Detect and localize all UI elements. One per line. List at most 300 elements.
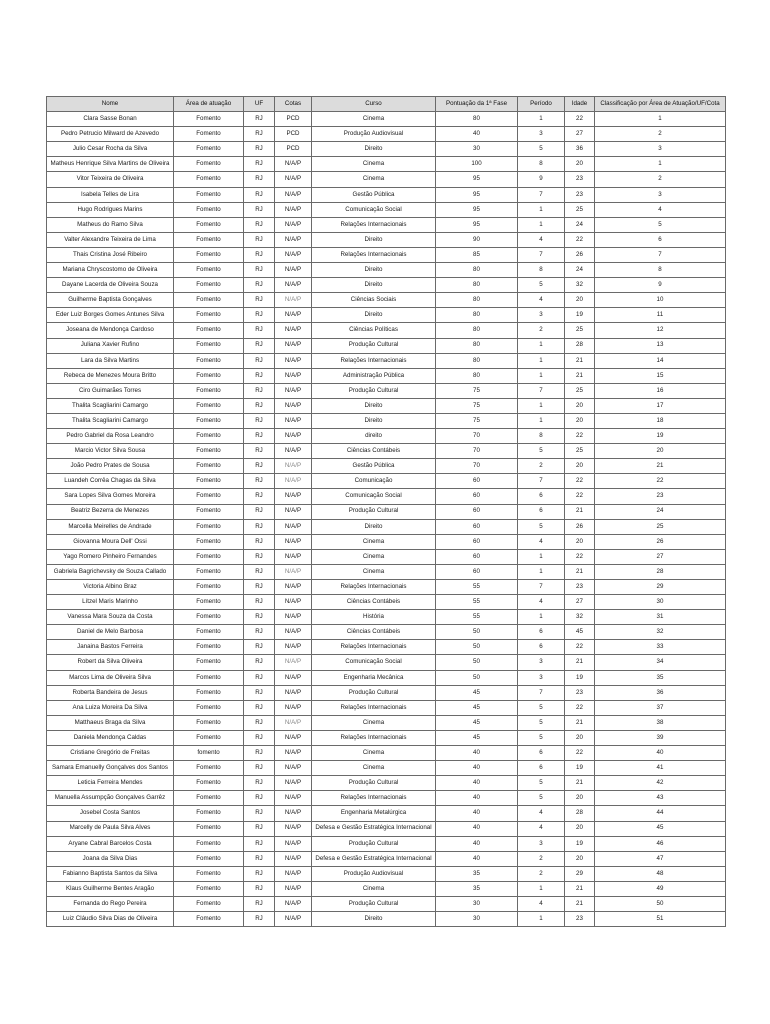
cell-periodo: 4 <box>518 821 565 836</box>
cell-classificacao: 31 <box>595 610 726 625</box>
cell-cotas: N/A/P <box>275 896 312 911</box>
cell-idade: 22 <box>565 232 595 247</box>
cell-classificacao: 18 <box>595 413 726 428</box>
cell-classificacao: 49 <box>595 881 726 896</box>
cell-classificacao: 45 <box>595 821 726 836</box>
cell-idade: 23 <box>565 580 595 595</box>
cell-periodo: 5 <box>518 444 565 459</box>
cell-uf: RJ <box>244 308 275 323</box>
cell-nome: Vitor Teixeira de Oliveira <box>47 172 174 187</box>
cell-nome: Marcio Victor Silva Sousa <box>47 444 174 459</box>
cell-area: Fomento <box>174 413 244 428</box>
table-row <box>47 429 726 444</box>
cell-area: Fomento <box>174 625 244 640</box>
cell-uf: RJ <box>244 413 275 428</box>
cell-uf: RJ <box>244 489 275 504</box>
cell-nome: Yago Romero Pinheiro Fernandes <box>47 549 174 564</box>
cell-pontuacao: 85 <box>436 247 518 262</box>
table-row <box>47 293 726 308</box>
cell-periodo: 8 <box>518 263 565 278</box>
cell-cotas: N/A/P <box>275 534 312 549</box>
cell-periodo: 1 <box>518 549 565 564</box>
cell-pontuacao: 80 <box>436 263 518 278</box>
cell-cotas: N/A/P <box>275 640 312 655</box>
cell-pontuacao: 55 <box>436 610 518 625</box>
cell-pontuacao: 50 <box>436 625 518 640</box>
cell-classificacao: 9 <box>595 278 726 293</box>
cell-curso: Ciências Políticas <box>312 323 436 338</box>
cell-uf: RJ <box>244 564 275 579</box>
cell-idade: 25 <box>565 444 595 459</box>
cell-classificacao: 6 <box>595 232 726 247</box>
cell-cotas: N/A/P <box>275 881 312 896</box>
table-row <box>47 308 726 323</box>
cell-area: Fomento <box>174 383 244 398</box>
cell-classificacao: 38 <box>595 715 726 730</box>
cell-nome: Lítzel Maris Marinho <box>47 595 174 610</box>
cell-periodo: 1 <box>518 112 565 127</box>
cell-pontuacao: 95 <box>436 187 518 202</box>
table-row <box>47 806 726 821</box>
cell-pontuacao: 80 <box>436 308 518 323</box>
table-row <box>47 549 726 564</box>
cell-idade: 25 <box>565 383 595 398</box>
cell-pontuacao: 70 <box>436 444 518 459</box>
cell-periodo: 7 <box>518 580 565 595</box>
cell-periodo: 6 <box>518 489 565 504</box>
cell-cotas: N/A/P <box>275 383 312 398</box>
cell-area: Fomento <box>174 866 244 881</box>
table-row <box>47 459 726 474</box>
cell-pontuacao: 95 <box>436 172 518 187</box>
table-row <box>47 821 726 836</box>
cell-cotas: N/A/P <box>275 308 312 323</box>
cell-idade: 26 <box>565 519 595 534</box>
cell-nome: Manuella Assumpção Gonçalves Garrêz <box>47 791 174 806</box>
cell-pontuacao: 30 <box>436 912 518 927</box>
table-row <box>47 534 726 549</box>
cell-uf: RJ <box>244 881 275 896</box>
cell-classificacao: 46 <box>595 836 726 851</box>
cell-curso: Cinema <box>312 112 436 127</box>
cell-classificacao: 1 <box>595 112 726 127</box>
cell-curso: Direito <box>312 263 436 278</box>
cell-curso: Cinema <box>312 715 436 730</box>
cell-classificacao: 37 <box>595 700 726 715</box>
cell-uf: RJ <box>244 459 275 474</box>
cell-idade: 21 <box>565 655 595 670</box>
cell-classificacao: 7 <box>595 247 726 262</box>
cell-cotas: N/A/P <box>275 293 312 308</box>
cell-cotas: N/A/P <box>275 836 312 851</box>
cell-idade: 20 <box>565 821 595 836</box>
cell-nome: Marcos Lima de Oliveira Silva <box>47 670 174 685</box>
table-row <box>47 715 726 730</box>
table-row <box>47 157 726 172</box>
cell-area: Fomento <box>174 172 244 187</box>
cell-area: Fomento <box>174 127 244 142</box>
cell-nome: Daniel de Melo Barbosa <box>47 625 174 640</box>
cell-cotas: N/A/P <box>275 730 312 745</box>
cell-cotas: N/A/P <box>275 202 312 217</box>
cell-pontuacao: 30 <box>436 896 518 911</box>
cell-periodo: 7 <box>518 187 565 202</box>
cell-pontuacao: 55 <box>436 580 518 595</box>
cell-uf: RJ <box>244 685 275 700</box>
cell-idade: 23 <box>565 187 595 202</box>
cell-periodo: 4 <box>518 896 565 911</box>
cell-pontuacao: 35 <box>436 866 518 881</box>
cell-pontuacao: 80 <box>436 293 518 308</box>
cell-idade: 22 <box>565 549 595 564</box>
cell-area: Fomento <box>174 187 244 202</box>
cell-uf: RJ <box>244 715 275 730</box>
table-row <box>47 896 726 911</box>
cell-area: Fomento <box>174 293 244 308</box>
cell-pontuacao: 40 <box>436 821 518 836</box>
cell-area: Fomento <box>174 776 244 791</box>
table-row <box>47 504 726 519</box>
cell-idade: 21 <box>565 881 595 896</box>
cell-periodo: 4 <box>518 806 565 821</box>
table-row <box>47 610 726 625</box>
cell-uf: RJ <box>244 247 275 262</box>
cell-pontuacao: 75 <box>436 383 518 398</box>
cell-area: Fomento <box>174 489 244 504</box>
table-row <box>47 685 726 700</box>
cell-area: Fomento <box>174 640 244 655</box>
cell-curso: Relações Internacionais <box>312 791 436 806</box>
cell-idade: 32 <box>565 610 595 625</box>
cell-nome: Roberta Bandeira de Jesus <box>47 685 174 700</box>
column-header-curso: Curso <box>312 97 436 112</box>
cell-idade: 21 <box>565 368 595 383</box>
cell-idade: 45 <box>565 625 595 640</box>
cell-curso: Engenharia Mecânica <box>312 670 436 685</box>
cell-classificacao: 20 <box>595 444 726 459</box>
cell-uf: RJ <box>244 580 275 595</box>
cell-periodo: 6 <box>518 504 565 519</box>
column-header-nome: Nome <box>47 97 174 112</box>
cell-classificacao: 41 <box>595 761 726 776</box>
table-row <box>47 323 726 338</box>
cell-idade: 22 <box>565 112 595 127</box>
cell-curso: Gestão Pública <box>312 459 436 474</box>
cell-curso: direito <box>312 429 436 444</box>
cell-nome: Fernanda do Rego Pereira <box>47 896 174 911</box>
cell-pontuacao: 40 <box>436 776 518 791</box>
cell-idade: 22 <box>565 474 595 489</box>
cell-nome: Matheus do Ramo Silva <box>47 217 174 232</box>
cell-curso: Ciências Contábeis <box>312 595 436 610</box>
cell-idade: 28 <box>565 338 595 353</box>
cell-area: Fomento <box>174 821 244 836</box>
table-row <box>47 338 726 353</box>
cell-area: Fomento <box>174 398 244 413</box>
cell-uf: RJ <box>244 504 275 519</box>
cell-classificacao: 3 <box>595 142 726 157</box>
cell-uf: RJ <box>244 519 275 534</box>
cell-uf: RJ <box>244 444 275 459</box>
cell-uf: RJ <box>244 202 275 217</box>
cell-area: Fomento <box>174 610 244 625</box>
cell-uf: RJ <box>244 791 275 806</box>
cell-idade: 21 <box>565 353 595 368</box>
cell-curso: Direito <box>312 278 436 293</box>
cell-curso: Direito <box>312 232 436 247</box>
cell-area: fomento <box>174 746 244 761</box>
cell-curso: Defesa e Gestão Estratégica Internacional <box>312 821 436 836</box>
cell-nome: Matthaeus Braga da Silva <box>47 715 174 730</box>
cell-periodo: 2 <box>518 323 565 338</box>
cell-curso: Defesa e Gestão Estratégica Internacional <box>312 851 436 866</box>
table-row <box>47 112 726 127</box>
cell-idade: 21 <box>565 715 595 730</box>
cell-curso: Relações Internacionais <box>312 640 436 655</box>
cell-periodo: 5 <box>518 776 565 791</box>
cell-curso: Direito <box>312 912 436 927</box>
cell-uf: RJ <box>244 700 275 715</box>
cell-classificacao: 43 <box>595 791 726 806</box>
table-row <box>47 172 726 187</box>
cell-cotas: N/A/P <box>275 187 312 202</box>
cell-uf: RJ <box>244 595 275 610</box>
cell-classificacao: 21 <box>595 459 726 474</box>
cell-nome: Clara Sasse Bonan <box>47 112 174 127</box>
cell-curso: Relações Internacionais <box>312 700 436 715</box>
cell-classificacao: 47 <box>595 851 726 866</box>
cell-idade: 25 <box>565 202 595 217</box>
cell-nome: Sara Lopes Silva Gomes Moreira <box>47 489 174 504</box>
cell-area: Fomento <box>174 142 244 157</box>
cell-pontuacao: 40 <box>436 761 518 776</box>
cell-area: Fomento <box>174 217 244 232</box>
cell-uf: RJ <box>244 353 275 368</box>
cell-periodo: 5 <box>518 142 565 157</box>
cell-cotas: N/A/P <box>275 232 312 247</box>
cell-nome: Eder Luiz Borges Gomes Antunes Silva <box>47 308 174 323</box>
cell-nome: Pedro Petrucio Milward de Azevedo <box>47 127 174 142</box>
table-row <box>47 625 726 640</box>
table-row <box>47 353 726 368</box>
cell-periodo: 6 <box>518 761 565 776</box>
cell-classificacao: 25 <box>595 519 726 534</box>
cell-periodo: 8 <box>518 429 565 444</box>
cell-periodo: 1 <box>518 564 565 579</box>
cell-classificacao: 8 <box>595 263 726 278</box>
cell-nome: Thalita Scagliarini Camargo <box>47 413 174 428</box>
cell-classificacao: 13 <box>595 338 726 353</box>
cell-area: Fomento <box>174 715 244 730</box>
cell-nome: Thais Cristina José Ribeiro <box>47 247 174 262</box>
cell-idade: 19 <box>565 670 595 685</box>
cell-nome: Lara da Silva Martins <box>47 353 174 368</box>
cell-idade: 23 <box>565 912 595 927</box>
cell-nome: Klaus Guilherme Bentes Aragão <box>47 881 174 896</box>
cell-nome: Robert da Silva Oliveira <box>47 655 174 670</box>
cell-idade: 21 <box>565 504 595 519</box>
cell-uf: RJ <box>244 851 275 866</box>
cell-nome: Pedro Gabriel da Rosa Leandro <box>47 429 174 444</box>
table-body <box>47 112 726 927</box>
cell-area: Fomento <box>174 429 244 444</box>
cell-periodo: 3 <box>518 655 565 670</box>
cell-area: Fomento <box>174 912 244 927</box>
cell-pontuacao: 40 <box>436 851 518 866</box>
table-row <box>47 655 726 670</box>
cell-cotas: N/A/P <box>275 564 312 579</box>
table-row <box>47 202 726 217</box>
table-row <box>47 368 726 383</box>
cell-curso: Cinema <box>312 157 436 172</box>
cell-curso: Cinema <box>312 761 436 776</box>
cell-pontuacao: 45 <box>436 730 518 745</box>
cell-classificacao: 3 <box>595 187 726 202</box>
table-row <box>47 761 726 776</box>
cell-pontuacao: 80 <box>436 323 518 338</box>
cell-uf: RJ <box>244 761 275 776</box>
cell-nome: Josebel Costa Santos <box>47 806 174 821</box>
cell-curso: Produção Cultural <box>312 776 436 791</box>
cell-periodo: 7 <box>518 685 565 700</box>
cell-area: Fomento <box>174 459 244 474</box>
cell-periodo: 1 <box>518 413 565 428</box>
cell-nome: Luiz Cláudio Silva Dias de Oliveira <box>47 912 174 927</box>
cell-cotas: N/A/P <box>275 413 312 428</box>
cell-nome: Gabriela Bagrichevsky de Souza Callado <box>47 564 174 579</box>
cell-cotas: N/A/P <box>275 761 312 776</box>
cell-cotas: PCD <box>275 127 312 142</box>
cell-uf: RJ <box>244 610 275 625</box>
cell-cotas: N/A/P <box>275 821 312 836</box>
cell-nome: Joseana de Mendonça Cardoso <box>47 323 174 338</box>
cell-classificacao: 5 <box>595 217 726 232</box>
column-header-pontuacao: Pontuação da 1ª Fase <box>436 97 518 112</box>
cell-nome: Fabianno Baptista Santos da Silva <box>47 866 174 881</box>
cell-area: Fomento <box>174 564 244 579</box>
cell-periodo: 2 <box>518 459 565 474</box>
table-row <box>47 383 726 398</box>
cell-nome: Hugo Rodrigues Marins <box>47 202 174 217</box>
cell-area: Fomento <box>174 474 244 489</box>
cell-cotas: N/A/P <box>275 866 312 881</box>
cell-cotas: N/A/P <box>275 519 312 534</box>
cell-cotas: N/A/P <box>275 429 312 444</box>
cell-classificacao: 1 <box>595 157 726 172</box>
cell-cotas: N/A/P <box>275 580 312 595</box>
cell-uf: RJ <box>244 746 275 761</box>
cell-idade: 20 <box>565 398 595 413</box>
cell-idade: 24 <box>565 217 595 232</box>
cell-nome: Guilherme Baptista Gonçalves <box>47 293 174 308</box>
cell-cotas: N/A/P <box>275 715 312 730</box>
cell-uf: RJ <box>244 383 275 398</box>
table-row <box>47 791 726 806</box>
cell-curso: Ciências Sociais <box>312 293 436 308</box>
cell-periodo: 3 <box>518 308 565 323</box>
cell-idade: 21 <box>565 564 595 579</box>
cell-nome: Joana da Silva Dias <box>47 851 174 866</box>
cell-idade: 19 <box>565 836 595 851</box>
cell-cotas: N/A/P <box>275 474 312 489</box>
cell-pontuacao: 80 <box>436 112 518 127</box>
cell-nome: Marcelly de Paula Silva Alves <box>47 821 174 836</box>
cell-curso: Cinema <box>312 534 436 549</box>
cell-area: Fomento <box>174 323 244 338</box>
classification-table <box>46 96 726 927</box>
table-row <box>47 247 726 262</box>
cell-idade: 26 <box>565 247 595 262</box>
cell-periodo: 9 <box>518 172 565 187</box>
cell-curso: Engenharia Metalúrgica <box>312 806 436 821</box>
cell-uf: RJ <box>244 142 275 157</box>
cell-idade: 36 <box>565 142 595 157</box>
cell-periodo: 1 <box>518 217 565 232</box>
cell-cotas: N/A/P <box>275 278 312 293</box>
cell-cotas: N/A/P <box>275 263 312 278</box>
cell-curso: Administração Pública <box>312 368 436 383</box>
cell-classificacao: 50 <box>595 896 726 911</box>
table-row <box>47 640 726 655</box>
cell-uf: RJ <box>244 232 275 247</box>
table-row <box>47 519 726 534</box>
cell-curso: Cinema <box>312 549 436 564</box>
cell-classificacao: 48 <box>595 866 726 881</box>
cell-curso: Cinema <box>312 881 436 896</box>
column-header-idade: Idade <box>565 97 595 112</box>
cell-nome: Isabela Telles de Lira <box>47 187 174 202</box>
cell-classificacao: 10 <box>595 293 726 308</box>
cell-pontuacao: 60 <box>436 474 518 489</box>
cell-cotas: N/A/P <box>275 912 312 927</box>
cell-curso: Ciências Contábeis <box>312 444 436 459</box>
cell-idade: 24 <box>565 263 595 278</box>
cell-area: Fomento <box>174 791 244 806</box>
table-row <box>47 474 726 489</box>
cell-curso: Produção Audiovisual <box>312 866 436 881</box>
cell-cotas: N/A/P <box>275 700 312 715</box>
cell-idade: 22 <box>565 746 595 761</box>
cell-area: Fomento <box>174 761 244 776</box>
cell-area: Fomento <box>174 580 244 595</box>
cell-cotas: N/A/P <box>275 776 312 791</box>
cell-idade: 21 <box>565 776 595 791</box>
cell-nome: Thalita Scagliarini Camargo <box>47 398 174 413</box>
cell-uf: RJ <box>244 806 275 821</box>
cell-cotas: N/A/P <box>275 625 312 640</box>
cell-uf: RJ <box>244 866 275 881</box>
cell-uf: RJ <box>244 836 275 851</box>
cell-classificacao: 11 <box>595 308 726 323</box>
cell-pontuacao: 60 <box>436 534 518 549</box>
table-row <box>47 881 726 896</box>
cell-nome: Ciro Guimarães Torres <box>47 383 174 398</box>
cell-classificacao: 32 <box>595 625 726 640</box>
cell-area: Fomento <box>174 534 244 549</box>
cell-nome: Marcella Meirelles de Andrade <box>47 519 174 534</box>
cell-periodo: 8 <box>518 157 565 172</box>
cell-pontuacao: 50 <box>436 655 518 670</box>
cell-cotas: N/A/P <box>275 247 312 262</box>
cell-uf: RJ <box>244 821 275 836</box>
cell-pontuacao: 60 <box>436 564 518 579</box>
cell-pontuacao: 75 <box>436 413 518 428</box>
cell-pontuacao: 70 <box>436 429 518 444</box>
cell-nome: Matheus Henrique Silva Martins de Oliveira <box>47 157 174 172</box>
column-header-periodo: Período <box>518 97 565 112</box>
cell-uf: RJ <box>244 323 275 338</box>
cell-cotas: N/A/P <box>275 338 312 353</box>
